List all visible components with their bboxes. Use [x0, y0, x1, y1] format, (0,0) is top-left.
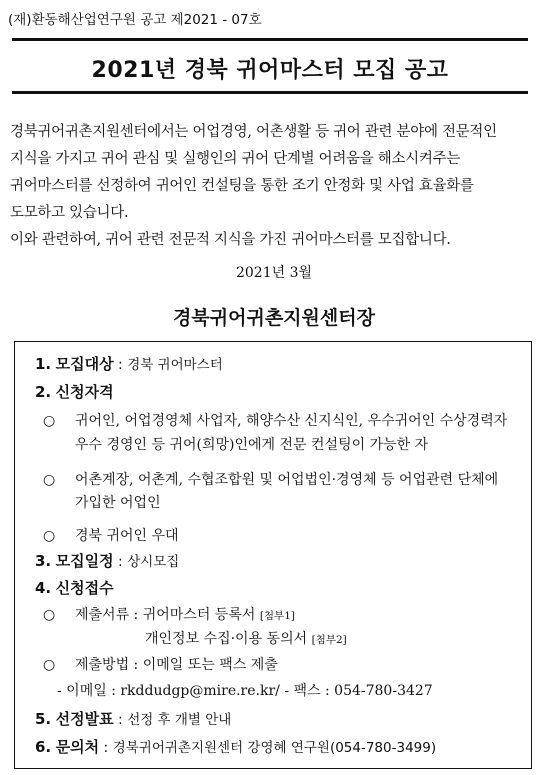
bullet-icon: ○	[43, 657, 56, 673]
section-heading: 문의처	[55, 738, 100, 756]
section-target	[35, 353, 223, 374]
section-value: 상시모집	[127, 554, 180, 570]
qualification-item-1-cont: 우수 경영인 등 귀어(희망)인에게 전문 컨설팅이 가능한 자	[75, 437, 429, 453]
section-number: 5.	[35, 710, 52, 728]
notice-number: (재)환동해산업연구원 공고 제2021 - 07호	[8, 12, 262, 28]
section-heading: 신청자격	[55, 383, 114, 401]
title-box	[12, 38, 528, 94]
body-line-1: 경북귀어귀촌지원센터에서는 어업경영, 어촌생활 등 귀어 관련 분야에 전문적인	[10, 124, 497, 140]
body-line-5: 이와 관련하여, 귀어 관련 전문적 지식을 가진 귀어마스터를 모집합니다.	[10, 232, 451, 248]
section-announcement	[35, 708, 231, 729]
org-name: 경북귀어귀촌지원센터장	[173, 307, 375, 329]
section-value: 선정 후 개별 안내	[127, 712, 232, 728]
body-line-4: 도모하고 있습니다.	[10, 205, 129, 221]
section-schedule	[35, 550, 179, 571]
body-line-3: 귀어마스터를 선정하여 귀어인 컨설팅을 통한 조기 안정화 및 사업 효율화를	[10, 178, 474, 194]
body-line-2: 지식을 가지고 귀어 관심 및 실행인의 귀어 단계별 어려움을 해소시켜주는	[10, 151, 460, 167]
qualification-item-2	[43, 469, 498, 489]
bullet-icon: ○	[43, 413, 56, 429]
section-heading: 모집대상	[55, 355, 114, 373]
document-2-attachment: [첨부2]	[311, 634, 347, 646]
qualification-item-1	[43, 410, 507, 430]
method-text: 제출방법 : 이메일 또는 팩스 제출	[75, 657, 278, 673]
notice-date: 2021년 3월	[235, 265, 313, 281]
section-number: 3.	[35, 552, 52, 570]
section-separator: :	[113, 357, 128, 373]
section-number: 6.	[35, 738, 52, 756]
info-box	[14, 341, 532, 769]
section-application	[35, 577, 114, 598]
bullet-icon: ○	[43, 472, 56, 488]
bullet-icon: ○	[43, 607, 56, 623]
qualification-item-3	[43, 525, 179, 545]
documents-label: 제출서류 :	[75, 607, 143, 623]
qualification-item-2-cont: 가입한 어업인	[75, 495, 161, 511]
application-contact: - 이메일 : rkddudgp@mire.re.kr/ - 팩스 : 054-780-3427	[57, 683, 433, 699]
section-number: 4.	[35, 579, 52, 597]
application-documents	[43, 604, 295, 624]
section-separator: :	[99, 740, 113, 756]
section-heading: 모집일정	[55, 552, 114, 570]
document-1-attachment: [첨부1]	[259, 610, 295, 622]
section-number: 2.	[35, 383, 52, 401]
section-number: 1.	[35, 355, 52, 373]
section-heading: 신청접수	[55, 579, 114, 597]
section-separator: :	[113, 554, 128, 570]
page-title: 2021년 경북 귀어마스터 모집 공고	[91, 58, 449, 83]
qualification-text: 경북 귀어인 우대	[75, 528, 179, 544]
section-qualification	[35, 381, 114, 402]
section-separator: :	[113, 712, 128, 728]
section-inquiry	[35, 736, 436, 757]
section-value: 경북귀어귀촌지원센터 강영혜 연구원(054-780-3499)	[112, 740, 437, 756]
qualification-text: 귀어인, 어업경영체 사업자, 해양수산 신지식인, 우수귀어인 수상경력자	[75, 413, 508, 429]
application-method	[43, 654, 278, 674]
section-value: 경북 귀어마스터	[127, 357, 223, 373]
document-1: 귀어마스터 등록서	[142, 607, 260, 623]
application-document-2	[145, 628, 347, 648]
bullet-icon: ○	[43, 528, 56, 544]
document-2: 개인정보 수집·이용 동의서	[145, 631, 312, 647]
section-heading: 선정발표	[55, 710, 114, 728]
qualification-text: 어촌계장, 어촌계, 수협조합원 및 어업법인·경영체 등 어업관련 단체에	[75, 472, 499, 488]
